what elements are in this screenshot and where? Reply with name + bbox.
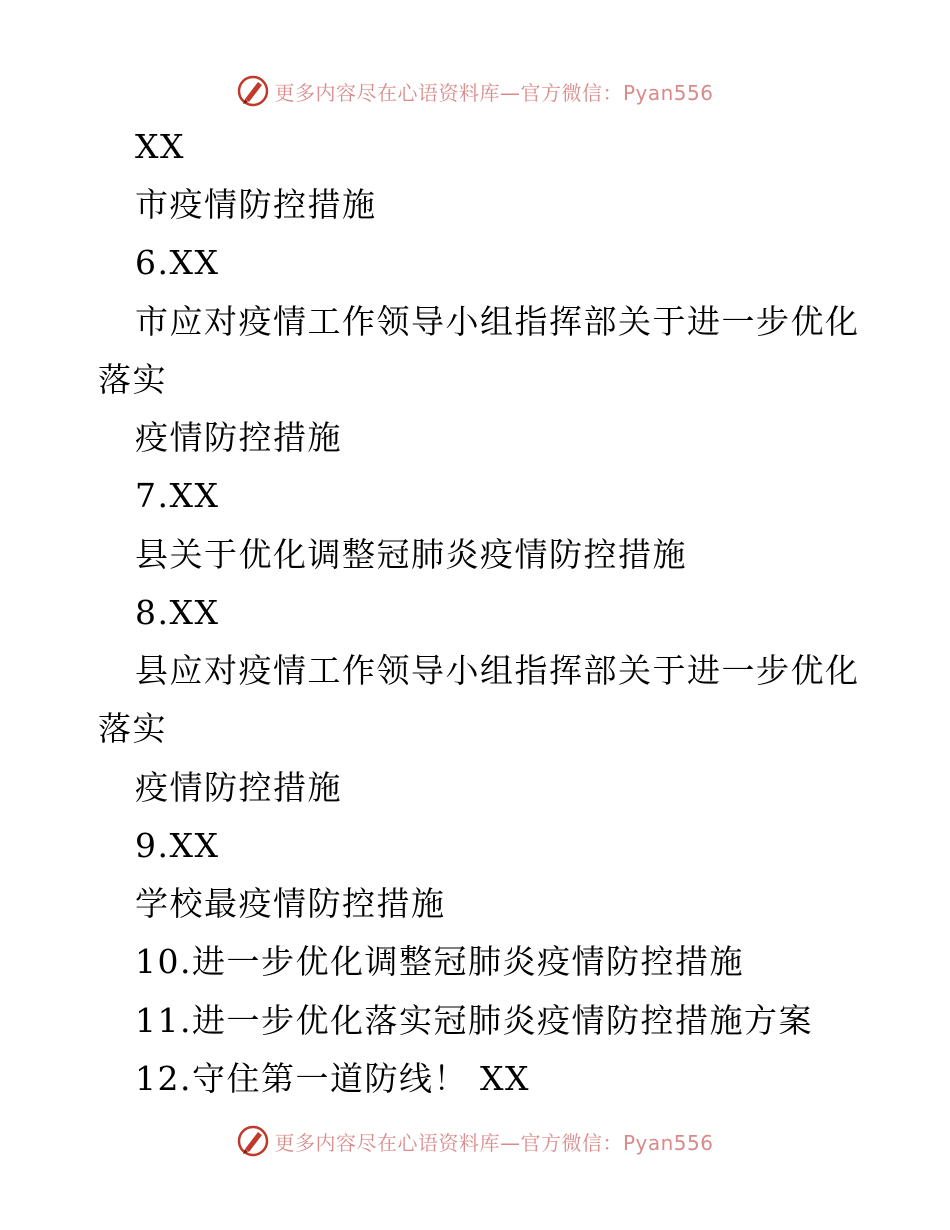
doc-line: 落实 [98, 709, 167, 748]
doc-line: 9.XX [135, 826, 220, 865]
footer-banner [0, 1121, 950, 1161]
footer-banner-text: 更多内容尽在心语资料库—官方微信：Pyan556 [274, 1130, 714, 1155]
pen-logo-icon [236, 1124, 270, 1158]
pen-logo-icon [236, 74, 270, 108]
doc-line: 7.XX [135, 476, 220, 515]
doc-line: 6.XX [135, 243, 220, 282]
doc-line: 11.进一步优化落实冠肺炎疫情防控措施方案 [135, 1001, 813, 1040]
doc-line: 市疫情防控措施 [135, 185, 377, 224]
doc-line: 县应对疫情工作领导小组指挥部关于进一步优化 [135, 651, 860, 690]
doc-line: 8.XX [135, 593, 220, 632]
header-banner-text: 更多内容尽在心语资料库—官方微信：Pyan556 [274, 80, 714, 105]
doc-line: 学校最疫情防控措施 [135, 884, 446, 923]
doc-line: 疫情防控措施 [135, 418, 342, 457]
doc-line: 疫情防控措施 [135, 768, 342, 807]
header-banner [0, 71, 950, 111]
doc-line: 市应对疫情工作领导小组指挥部关于进一步优化 [135, 302, 860, 341]
doc-line: 县关于优化调整冠肺炎疫情防控措施 [135, 535, 687, 574]
doc-line: 10.进一步优化调整冠肺炎疫情防控措施 [135, 942, 744, 981]
doc-line: 落实 [98, 360, 167, 399]
doc-line: 12.守住第一道防线！ XX [135, 1059, 530, 1098]
doc-line: XX [135, 127, 185, 166]
